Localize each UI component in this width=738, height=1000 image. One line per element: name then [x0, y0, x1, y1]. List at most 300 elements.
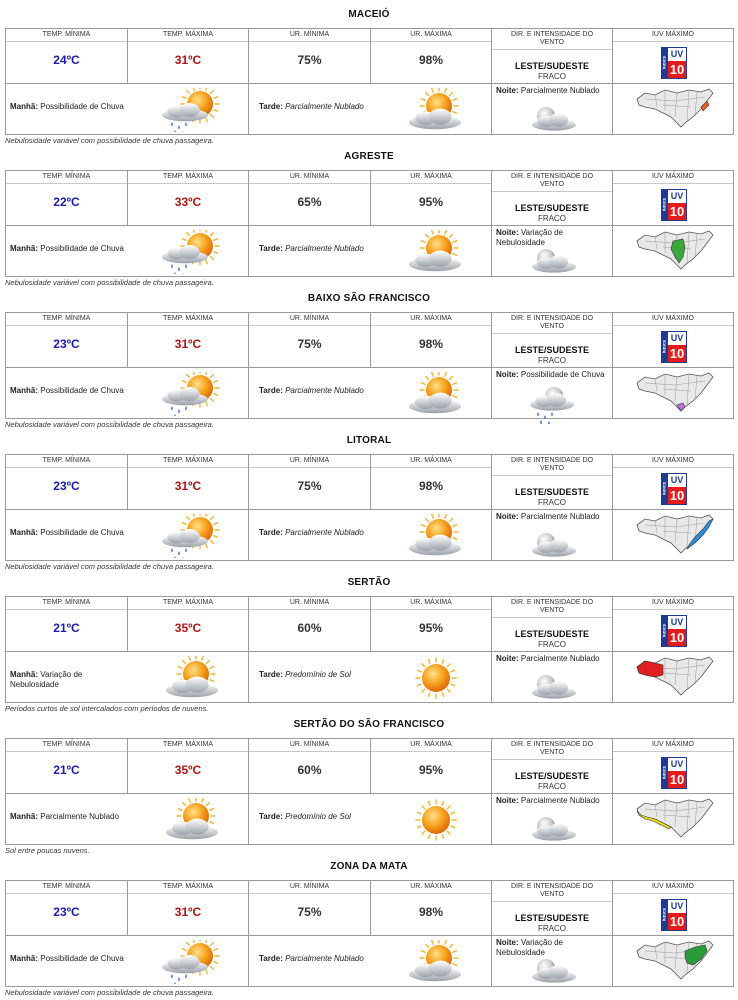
- header-divider: [492, 617, 612, 618]
- afternoon-label: Tarde:: [259, 386, 283, 395]
- humidity-max-header: UR. MÁXIMA: [410, 457, 452, 464]
- uv-header: IUV MÁXIMO: [651, 883, 694, 890]
- header-divider: [371, 183, 491, 184]
- wind-header-line1: DIR. E INTENSIDADE DO: [510, 315, 594, 322]
- temp-max-header: TEMP. MÁXIMA: [162, 457, 214, 464]
- temp-min-header: TEMP. MÍNIMA: [42, 741, 91, 748]
- afternoon-forecast: [259, 812, 379, 822]
- header-divider: [128, 325, 248, 326]
- temp-min-header: TEMP. MÍNIMA: [42, 457, 91, 464]
- uv-top-label: UV: [670, 901, 684, 911]
- header-divider: [613, 467, 733, 468]
- humidity-max-cell: [370, 312, 492, 368]
- humidity-min-header: UR. MÍNIMA: [289, 599, 330, 606]
- temp-max-value: 31ºC: [174, 53, 202, 67]
- humidity-min-value: 60%: [297, 763, 322, 777]
- sun-cloud-rain-icon: [156, 230, 226, 274]
- morning-label: Manhã:: [10, 244, 38, 253]
- morning-forecast: [10, 386, 130, 396]
- header-divider: [128, 183, 248, 184]
- region-section: [0, 710, 738, 855]
- uv-index-badge: [661, 899, 687, 931]
- sun-cloud-rain-icon: [156, 88, 226, 132]
- map-cell: [612, 509, 734, 561]
- temp-max-value: 31ºC: [174, 905, 202, 919]
- humidity-max-cell: [370, 454, 492, 510]
- night-cell: [491, 367, 613, 419]
- header-divider: [6, 325, 127, 326]
- alagoas-region-map: [635, 513, 715, 557]
- uv-index-badge: [661, 473, 687, 505]
- morning-text: Variação de Nebulosidade: [10, 670, 83, 689]
- temp-max-cell: [127, 738, 249, 794]
- region-note: Nebulosidade variável com possibilidade de chuva passageira.: [5, 136, 214, 145]
- morning-forecast: [10, 102, 130, 112]
- uv-header: IUV MÁXIMO: [651, 599, 694, 606]
- sun-cloud-icon: [399, 514, 469, 558]
- night-label: Noite:: [496, 228, 519, 237]
- afternoon-label: Tarde:: [259, 528, 283, 537]
- header-divider: [6, 751, 127, 752]
- temp-min-value: 23ºC: [53, 337, 80, 351]
- uv-cell: [612, 454, 734, 510]
- temp-max-header: TEMP. MÁXIMA: [162, 883, 214, 890]
- humidity-min-cell: [248, 596, 371, 652]
- afternoon-forecast: [259, 954, 379, 964]
- night-label: Noite:: [496, 654, 519, 663]
- humidity-min-header: UR. MÍNIMA: [289, 883, 330, 890]
- temp-min-header: TEMP. MÍNIMA: [42, 31, 91, 38]
- morning-cell: [5, 935, 249, 987]
- header-divider: [6, 609, 127, 610]
- wind-cell: [491, 28, 613, 84]
- region-section: [0, 568, 738, 713]
- wind-header-line2: VENTO: [540, 465, 564, 472]
- map-cell: [612, 225, 734, 277]
- uv-value: 10: [669, 630, 685, 645]
- header-divider: [613, 183, 733, 184]
- humidity-max-cell: [370, 170, 492, 226]
- morning-label: Manhã:: [10, 102, 38, 111]
- morning-label: Manhã:: [10, 670, 38, 679]
- night-text: Possibilidade de Chuva: [520, 370, 605, 379]
- map-cell: [612, 367, 734, 419]
- humidity-max-cell: [370, 880, 492, 936]
- wind-direction: LESTE/SUDESTE: [514, 771, 589, 781]
- afternoon-text: Parcialmente Nublado: [285, 102, 364, 111]
- uv-side-label: ÍNDICE: [661, 623, 667, 638]
- night-text: Parcialmente Nublado: [520, 512, 600, 521]
- sun-cloud-icon: [399, 372, 469, 416]
- uv-value: 10: [669, 346, 685, 361]
- humidity-min-value: 75%: [297, 905, 322, 919]
- alagoas-region-map: [635, 371, 715, 415]
- wind-cell: [491, 596, 613, 652]
- temp-min-header: TEMP. MÍNIMA: [42, 883, 91, 890]
- uv-header: IUV MÁXIMO: [651, 457, 694, 464]
- wind-cell: [491, 454, 613, 510]
- humidity-max-value: 95%: [418, 763, 444, 777]
- wind-intensity: FRACO: [538, 924, 566, 933]
- uv-index-badge: [661, 615, 687, 647]
- uv-side-label: ÍNDICE: [661, 481, 667, 496]
- wind-direction: LESTE/SUDESTE: [514, 203, 589, 213]
- morning-cell: [5, 225, 249, 277]
- night-text: Variação de Nebulosidade: [496, 228, 564, 247]
- temp-max-header: TEMP. MÁXIMA: [162, 741, 214, 748]
- header-divider: [371, 325, 491, 326]
- sun-cloud-icon: [399, 88, 469, 132]
- header-divider: [6, 183, 127, 184]
- wind-cell: [491, 738, 613, 794]
- moon-cloud-rain-icon: [518, 380, 588, 424]
- sun-icon: [399, 656, 469, 700]
- wind-header-line2: VENTO: [540, 181, 564, 188]
- morning-cell: [5, 651, 249, 703]
- morning-cell: [5, 793, 249, 845]
- header-divider: [128, 467, 248, 468]
- region-section: [0, 0, 738, 145]
- humidity-min-value: 75%: [297, 479, 322, 493]
- region-note: Períodos curtos de sol intercalados com períodos de nuvens.: [5, 704, 209, 713]
- temp-min-value: 23ºC: [53, 479, 80, 493]
- wind-header-line2: VENTO: [540, 607, 564, 614]
- uv-index-badge: [661, 757, 687, 789]
- header-divider: [249, 325, 370, 326]
- humidity-min-value: 65%: [297, 195, 322, 209]
- humidity-max-header: UR. MÁXIMA: [410, 599, 452, 606]
- temp-min-cell: [5, 170, 128, 226]
- header-divider: [249, 41, 370, 42]
- header-divider: [613, 41, 733, 42]
- sun-icon: [399, 798, 469, 842]
- uv-top-label: UV: [670, 49, 684, 59]
- uv-cell: [612, 28, 734, 84]
- temp-max-header: TEMP. MÁXIMA: [162, 315, 214, 322]
- sun-cloud-rain-icon: [156, 940, 226, 984]
- map-cell: [612, 83, 734, 135]
- wind-intensity: FRACO: [538, 214, 566, 223]
- uv-header: IUV MÁXIMO: [651, 741, 694, 748]
- morning-text: Possibilidade de Chuva: [40, 954, 124, 963]
- temp-min-cell: [5, 454, 128, 510]
- morning-text: Possibilidade de Chuva: [40, 244, 124, 253]
- morning-cell: [5, 509, 249, 561]
- wind-cell: [491, 880, 613, 936]
- region-note: Nebulosidade variável com possibilidade de chuva passageira.: [5, 420, 214, 429]
- temp-min-header: TEMP. MÍNIMA: [42, 173, 91, 180]
- temp-max-header: TEMP. MÁXIMA: [162, 31, 214, 38]
- header-divider: [371, 751, 491, 752]
- wind-header-line2: VENTO: [540, 323, 564, 330]
- afternoon-forecast: [259, 102, 379, 112]
- temp-max-cell: [127, 170, 249, 226]
- map-cell: [612, 935, 734, 987]
- region-title: SERTÃO: [347, 577, 391, 588]
- morning-text: Possibilidade de Chuva: [40, 386, 124, 395]
- night-cell: [491, 509, 613, 561]
- wind-cell: [491, 170, 613, 226]
- night-label: Noite:: [496, 938, 519, 947]
- humidity-min-value: 75%: [297, 53, 322, 67]
- sun-cloud-icon: [399, 940, 469, 984]
- afternoon-label: Tarde:: [259, 102, 283, 111]
- uv-top-label: UV: [670, 475, 684, 485]
- night-cell: [491, 793, 613, 845]
- uv-value: 10: [669, 488, 685, 503]
- night-label: Noite:: [496, 370, 519, 379]
- wind-header-line2: VENTO: [540, 39, 564, 46]
- uv-top-label: UV: [670, 191, 684, 201]
- temp-max-cell: [127, 454, 249, 510]
- afternoon-label: Tarde:: [259, 244, 283, 253]
- humidity-min-cell: [248, 170, 371, 226]
- alagoas-region-map: [635, 655, 715, 699]
- temp-max-value: 35ºC: [174, 621, 202, 635]
- map-cell: [612, 651, 734, 703]
- header-divider: [371, 467, 491, 468]
- temp-max-header: TEMP. MÁXIMA: [162, 599, 214, 606]
- uv-value: 10: [669, 914, 685, 929]
- wind-direction: LESTE/SUDESTE: [514, 61, 589, 71]
- humidity-min-header: UR. MÍNIMA: [289, 457, 330, 464]
- region-title: ZONA DA MATA: [330, 861, 408, 872]
- wind-intensity: FRACO: [538, 356, 566, 365]
- region-section: [0, 852, 738, 997]
- afternoon-cell: [248, 83, 492, 135]
- night-cell: [491, 83, 613, 135]
- afternoon-cell: [248, 509, 492, 561]
- header-divider: [249, 751, 370, 752]
- morning-cell: [5, 367, 249, 419]
- morning-text: Possibilidade de Chuva: [40, 528, 124, 537]
- humidity-max-header: UR. MÁXIMA: [410, 31, 452, 38]
- night-forecast: [496, 86, 612, 96]
- uv-side-label: ÍNDICE: [661, 339, 667, 354]
- sun-cloud-rain-icon: [156, 514, 226, 558]
- afternoon-text: Parcialmente Nublado: [285, 386, 364, 395]
- region-note: Nebulosidade variável com possibilidade de chuva passageira.: [5, 988, 214, 997]
- uv-cell: [612, 312, 734, 368]
- temp-min-value: 24ºC: [53, 53, 80, 67]
- temp-max-cell: [127, 880, 249, 936]
- temp-min-cell: [5, 28, 128, 84]
- region-title: MACEIÓ: [348, 9, 390, 20]
- temp-max-value: 31ºC: [174, 337, 202, 351]
- temp-max-header: TEMP. MÁXIMA: [162, 173, 214, 180]
- header-divider: [249, 609, 370, 610]
- temp-min-header: TEMP. MÍNIMA: [42, 315, 91, 322]
- header-divider: [6, 467, 127, 468]
- uv-top-label: UV: [670, 333, 684, 343]
- night-forecast: [496, 512, 612, 522]
- uv-side-label: ÍNDICE: [661, 55, 667, 70]
- header-divider: [613, 609, 733, 610]
- morning-forecast: [10, 528, 130, 538]
- region-note: Nebulosidade variável com possibilidade de chuva passageira.: [5, 562, 214, 571]
- wind-header-line1: DIR. E INTENSIDADE DO: [510, 31, 594, 38]
- afternoon-cell: [248, 935, 492, 987]
- region-section: [0, 142, 738, 287]
- header-divider: [6, 41, 127, 42]
- uv-cell: [612, 738, 734, 794]
- region-note: Sol entre poucas nuvens.: [5, 846, 90, 855]
- humidity-max-header: UR. MÁXIMA: [410, 173, 452, 180]
- morning-label: Manhã:: [10, 528, 38, 537]
- moon-cloud-icon: [518, 238, 588, 282]
- morning-label: Manhã:: [10, 812, 38, 821]
- night-text: Variação de Nebulosidade: [496, 938, 564, 957]
- uv-value: 10: [669, 204, 685, 219]
- temp-min-cell: [5, 880, 128, 936]
- header-divider: [6, 893, 127, 894]
- header-divider: [249, 893, 370, 894]
- morning-forecast: [10, 670, 130, 690]
- sun-cloud-icon: [156, 656, 226, 700]
- header-divider: [613, 751, 733, 752]
- humidity-min-header: UR. MÍNIMA: [289, 31, 330, 38]
- header-divider: [613, 325, 733, 326]
- wind-header-line1: DIR. E INTENSIDADE DO: [510, 173, 594, 180]
- temp-min-value: 22ºC: [53, 195, 80, 209]
- afternoon-forecast: [259, 670, 379, 680]
- sun-cloud-icon: [399, 230, 469, 274]
- humidity-max-value: 98%: [418, 905, 444, 919]
- header-divider: [492, 759, 612, 760]
- afternoon-cell: [248, 225, 492, 277]
- night-text: Parcialmente Nublado: [520, 654, 600, 663]
- moon-cloud-icon: [518, 522, 588, 566]
- temp-min-cell: [5, 312, 128, 368]
- humidity-max-value: 98%: [418, 337, 444, 351]
- afternoon-label: Tarde:: [259, 812, 283, 821]
- afternoon-cell: [248, 793, 492, 845]
- afternoon-label: Tarde:: [259, 954, 283, 963]
- temp-max-value: 33ºC: [174, 195, 202, 209]
- humidity-max-value: 98%: [418, 479, 444, 493]
- humidity-max-header: UR. MÁXIMA: [410, 883, 452, 890]
- uv-value: 10: [669, 772, 685, 787]
- map-cell: [612, 793, 734, 845]
- wind-header-line2: VENTO: [540, 891, 564, 898]
- temp-min-value: 21ºC: [53, 763, 80, 777]
- temp-max-value: 35ºC: [174, 763, 202, 777]
- humidity-max-header: UR. MÁXIMA: [410, 315, 452, 322]
- header-divider: [128, 609, 248, 610]
- region-section: [0, 284, 738, 429]
- wind-header-line1: DIR. E INTENSIDADE DO: [510, 741, 594, 748]
- header-divider: [492, 333, 612, 334]
- afternoon-forecast: [259, 244, 379, 254]
- temp-max-cell: [127, 28, 249, 84]
- humidity-max-value: 95%: [418, 621, 444, 635]
- humidity-max-cell: [370, 596, 492, 652]
- night-cell: [491, 225, 613, 277]
- region-title: AGRESTE: [344, 151, 394, 162]
- alagoas-region-map: [635, 229, 715, 273]
- uv-header: IUV MÁXIMO: [651, 315, 694, 322]
- afternoon-text: Parcialmente Nublado: [285, 244, 364, 253]
- uv-side-label: ÍNDICE: [661, 907, 667, 922]
- humidity-min-cell: [248, 880, 371, 936]
- uv-cell: [612, 170, 734, 226]
- humidity-max-value: 95%: [418, 195, 444, 209]
- afternoon-text: Predomínio de Sol: [285, 812, 351, 821]
- temp-max-cell: [127, 596, 249, 652]
- humidity-min-header: UR. MÍNIMA: [289, 741, 330, 748]
- header-divider: [492, 901, 612, 902]
- header-divider: [128, 751, 248, 752]
- temp-max-cell: [127, 312, 249, 368]
- alagoas-region-map: [635, 797, 715, 841]
- temp-min-header: TEMP. MÍNIMA: [42, 599, 91, 606]
- afternoon-cell: [248, 367, 492, 419]
- humidity-min-cell: [248, 738, 371, 794]
- uv-index-badge: [661, 47, 687, 79]
- header-divider: [128, 41, 248, 42]
- temp-min-value: 23ºC: [53, 905, 80, 919]
- header-divider: [249, 467, 370, 468]
- humidity-min-value: 60%: [297, 621, 322, 635]
- uv-top-label: UV: [670, 617, 684, 627]
- night-forecast: [496, 370, 612, 380]
- wind-intensity: FRACO: [538, 72, 566, 81]
- alagoas-region-map: [635, 87, 715, 131]
- region-title: LITORAL: [346, 435, 392, 446]
- night-cell: [491, 651, 613, 703]
- uv-value: 10: [669, 62, 685, 77]
- afternoon-text: Predomínio de Sol: [285, 670, 351, 679]
- temp-min-value: 21ºC: [53, 621, 80, 635]
- afternoon-text: Parcialmente Nublado: [285, 528, 364, 537]
- uv-header: IUV MÁXIMO: [651, 31, 694, 38]
- night-label: Noite:: [496, 796, 519, 805]
- uv-header: IUV MÁXIMO: [651, 173, 694, 180]
- wind-header-line1: DIR. E INTENSIDADE DO: [510, 883, 594, 890]
- header-divider: [371, 893, 491, 894]
- morning-text: Parcialmente Nublado: [40, 812, 119, 821]
- temp-max-value: 31ºC: [174, 479, 202, 493]
- temp-min-cell: [5, 738, 128, 794]
- header-divider: [249, 183, 370, 184]
- header-divider: [613, 893, 733, 894]
- uv-side-label: ÍNDICE: [661, 197, 667, 212]
- humidity-max-cell: [370, 28, 492, 84]
- humidity-max-value: 98%: [418, 53, 444, 67]
- wind-direction: LESTE/SUDESTE: [514, 345, 589, 355]
- night-text: Parcialmente Nublado: [520, 86, 600, 95]
- uv-side-label: ÍNDICE: [661, 765, 667, 780]
- wind-header-line1: DIR. E INTENSIDADE DO: [510, 457, 594, 464]
- wind-header-line2: VENTO: [540, 749, 564, 756]
- header-divider: [492, 49, 612, 50]
- morning-cell: [5, 83, 249, 135]
- humidity-min-header: UR. MÍNIMA: [289, 315, 330, 322]
- uv-index-badge: [661, 331, 687, 363]
- sun-cloud-rain-icon: [156, 372, 226, 416]
- uv-index-badge: [661, 189, 687, 221]
- afternoon-label: Tarde:: [259, 670, 283, 679]
- afternoon-text: Parcialmente Nublado: [285, 954, 364, 963]
- alagoas-region-map: [635, 939, 715, 983]
- humidity-min-cell: [248, 454, 371, 510]
- morning-forecast: [10, 244, 130, 254]
- wind-intensity: FRACO: [538, 498, 566, 507]
- wind-cell: [491, 312, 613, 368]
- sun-cloud-icon: [156, 798, 226, 842]
- region-section: [0, 426, 738, 571]
- uv-cell: [612, 880, 734, 936]
